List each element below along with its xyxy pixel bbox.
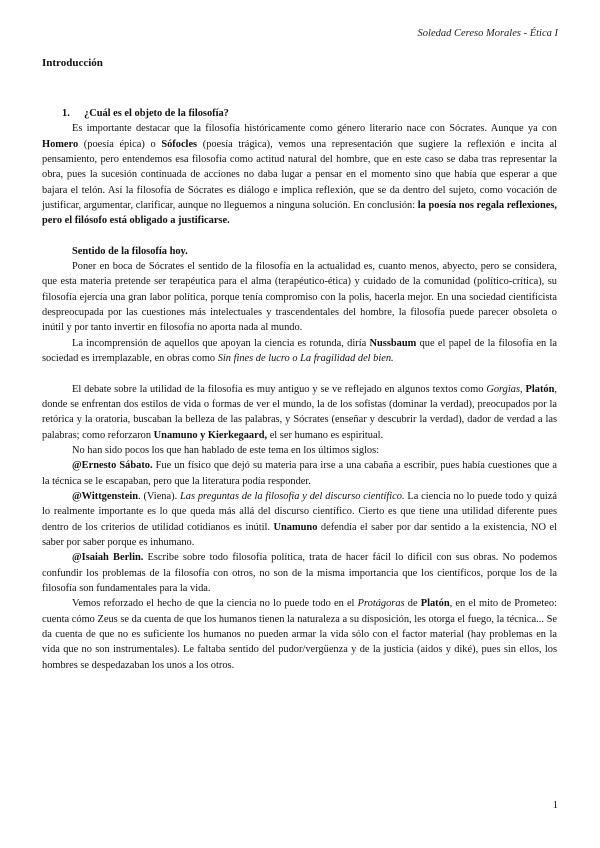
name-berlin: @Isaiah Berlin. [72,552,144,564]
paragraph-berlin: @Isaiah Berlin. Escribe sobre todo filosofía política, trata de hacer fácil lo difícil con sus obras. No podemos confundir los problemas de la filosofía con otros, no son de la misma importancia que los científicos, porque los de la filosofía son fundamentales para la vida. [42,552,557,594]
paragraph-debate: El debate sobre la utilidad de la filosofía es muy antiguo y se ve reflejado en algunos textos como Gorgias, Platón, donde se enfrentan dos estilos de vida o formas de ver el mundo, la de los sofistas (dominar la verdad), preocupados por la retórica y la oratoria, buscaban la belleza de las palabras, y Sócrates (enseñar y descubrir la verdad), dador de verdad a las palabras; como reforzaron Unamuno y Kierkegaard, el ser humano es espiritual. [42,383,557,441]
question-title: ¿Cuál es el objeto de la filosofía? [84,108,229,119]
question-number: 1. [62,108,70,119]
paragraph-nussbaum: La incomprensión de aquellos que apoyan la ciencia es rotunda, diría Nussbaum que el papel de la filosofía en la sociedad es irremplazable, en obras como Sin fines de lucro o La fragilidad del bien. [42,337,557,365]
paragraph-wittgenstein: @Wittgenstein. (Viena). Las preguntas de la filosofía y del discurso científico. La ciencia no lo puede todo y quizá lo realmente importante es lo que queda más allá del discurso científico. Cierto es que tiene una utilidad diferente pues dentro de los criterios de utilidad cotidianos es inútil. Unamuno defendía el saber por dar sentido a la existencia, NO el saber por saber porque es inhumano. [42,490,558,548]
paragraph-origin: Es importante destacar que la filosofía históricamente como género literario nace con Sócrates. Aunque ya con Homero (poesía épica) o Sófocles (poesía trágica), vemos una representación que sugiere la reflexión e incita al pensamiento, pero entendemos esa filosofía como actitud natural del hombre, que en este caso se daba tras representar la obra, pues la sucesión continuada de acciones no daba lugar a pensar en el momento sino que había que esperar a que bajara el telón. Así la filosofía de Sócrates es diálogo e implica reflexión, que se da dentro del sujeto, como vocación de justificar, argumentar, clarificar, aunque no lleguemos a ninguna solución. En conclusión: la poesía nos regala reflexiones, pero el filósofo está obligado a justificarse. [42,123,557,227]
question-heading [42,106,557,121]
work-protagoras: Protágoras [357,598,405,610]
name-wittgenstein: @Wittgenstein [72,490,139,502]
paragraph-prometeo: Vemos reforzado el hecho de que la ciencia no lo puede todo en el Protágoras de Platón, en el mito de Prometeo: cuenta cómo Zeus se da cuenta de que los humanos tienen la naturaleza a su disposición, les otorga el fuego, la técnica... Se da cuenta de que no es suficiente los humanos no pueden armar la vida sólo con el factor material (hay problemas en la vida que no son instrumentales). Le faltaba sentido del pudor/vergüenza y de la justicia (aidos y diké), pues sin ellos, los hombres se despedazaban los unos a los otros. [42,598,557,671]
nussbaum-works: Sin fines de lucro o La fragilidad del bien. [217,353,394,365]
name-platon: Platón [525,383,555,395]
name-sofocles: Sófocles [161,138,198,150]
work-gorgias: Gorgias, [486,383,523,395]
name-platon-2: Platón [420,598,450,610]
subsection-title: Sentido de la filosofía hoy. [72,245,188,257]
paragraph-sabato: @Ernesto Sábato. Fue un físico que dejó su materia para irse a una cabaña a escribir, pues había cuestiones que a la técnica se le escapaban, pero que la literatura podía responder. [42,460,557,487]
paragraph-intro-list: No han sido pocos los que han hablado de este tema en los últimos siglos: [72,444,380,456]
page-number: 1 [552,800,558,811]
name-sabato: @Ernesto Sábato. [72,460,153,472]
page-header: Soledad Cereso Morales - Ética I [417,28,558,39]
document-body [42,106,557,673]
paragraph-sense: Poner en boca de Sócrates el sentido de la filosofía en la actualidad es, cuanto menos, abyecto, pero se considera, que esta materia pretende ser terapéutica para el alma (terapéutico-ética) y cuidado de la comunidad (político-crítica), su filosofía ejercía una gran labor política, porque tenía compromiso con la polis, hacerla mejor. En una sociedad cientificista despreocupada por las cuestiones más intelectuales y trascendentales del hombre, la filosofía puede parecer obsoleta o inútil y por tanto invertir en filosofía no aporta nada al mundo. [42,261,557,334]
work-wittgenstein: Las preguntas de la filosofía y del discurso científico. [180,490,405,502]
name-nussbaum: Nussbaum [369,337,417,349]
conclusion-text: la poesía nos regala reflexiones, pero el filósofo está obligado a justificarse. [42,200,557,227]
name-unamuno-kierkegaard: Unamuno y Kierkegaard, [153,429,268,441]
name-unamuno: Unamuno [273,521,318,533]
section-title: Introducción [42,57,103,69]
name-homero: Homero [42,138,79,150]
